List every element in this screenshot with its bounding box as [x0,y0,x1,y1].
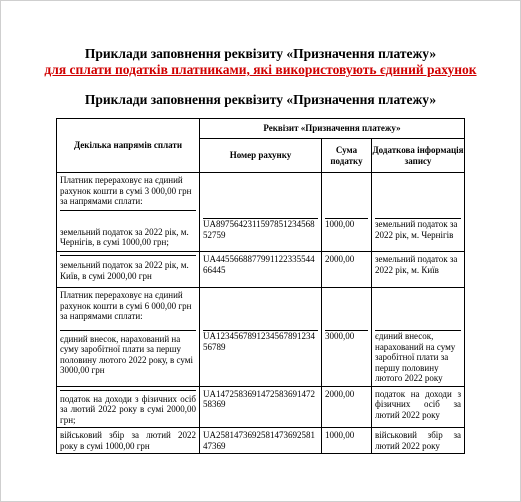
account-number: UA258147369258147369258147369 [203,430,315,451]
header-payment-purpose: Реквізит «Призначення платежу» [200,119,465,139]
table-cell-sum [322,173,372,252]
table-cell-account [200,428,322,454]
additional-info: військовий збір за лютий 2022 року [375,430,462,451]
table-cell-account [200,173,322,252]
table-cell-sum [322,252,372,288]
account-number: UA147258369147258369147258369 [203,388,315,409]
table-cell-info [372,386,465,428]
tax-sum: 3000,00 [325,331,355,341]
account-number: UA445566887799112233554466445 [203,254,315,275]
section-title: Приклади заповнення реквізиту «Призначення платежу» [84,92,437,107]
description-text: земельний податок за 2022 рік, м. Чернігів, в сумі 1000,00 грн; [60,226,189,247]
additional-info: земельний податок за 2022 рік, м. Чернігів [375,219,458,240]
header-account-number: Номер рахунку [200,139,322,173]
table-cell-description [57,386,200,428]
account-number: UA897564231159785123456852759 [203,219,315,240]
additional-info: єдиний внесок, нарахований на суму заробітної плати за першу половину лютого 2022 року [375,331,456,383]
table-cell-info [372,288,465,387]
table-cell-sum [322,428,372,454]
table-cell-sum [322,288,372,387]
description-text: земельний податок за 2022 рік, м. Київ, в сумі 2000,00 грн [60,260,189,281]
table-cell-description [57,288,200,387]
table-cell-info [372,428,465,454]
additional-info: податок на доходи з фізичних осіб за лютий 2022 року [375,388,462,420]
table-cell-description [57,252,200,288]
table-cell-description [57,173,200,252]
table-cell-description [57,428,200,454]
account-number: UA123456789123456789123456789 [203,331,315,352]
table-cell-info [372,252,465,288]
description-text: військовий збір за лютий 2022 року в сумі 1000,00 грн [60,430,196,451]
table-cell-account [200,386,322,428]
tax-sum: 1000,00 [325,430,355,440]
document-subtitle: для сплати податків платниками, які використовують єдиний рахунок [44,62,477,77]
description-text: єдиний внесок, нарахований на суму заробітної плати за першу половину лютого 2022 року, в сумі 3000,00 грн [60,333,193,375]
tax-sum: 2000,00 [325,388,355,399]
payment-purpose-table [56,118,465,454]
additional-info: земельний податок за 2022 рік, м. Київ [375,254,458,275]
tax-sum: 2000,00 [325,254,355,264]
header-multi-directions: Декілька напрямів сплати [57,119,200,173]
table-cell-account [200,288,322,387]
table-cell-sum [322,386,372,428]
header-tax-sum: Сума податку [322,139,372,173]
block-intro: Платник перераховує на єдиний рахунок кошти в сумі 6 000,00 грн за напрямами сплати: [60,290,192,321]
table-cell-account [200,252,322,288]
header-additional-info: Додаткова інформація запису [372,139,465,173]
document-title: Приклади заповнення реквізиту «Призначення платежу» [84,46,437,61]
block-intro: Платник перераховує на єдиний рахунок кошти в сумі 3 000,00 грн за напрямами сплати: [60,175,192,206]
table-cell-info [372,173,465,252]
tax-sum: 1000,00 [325,219,355,229]
description-text: податок на доходи з фізичних осіб за лютий 2022 року в сумі 2000,00 грн; [60,393,196,425]
